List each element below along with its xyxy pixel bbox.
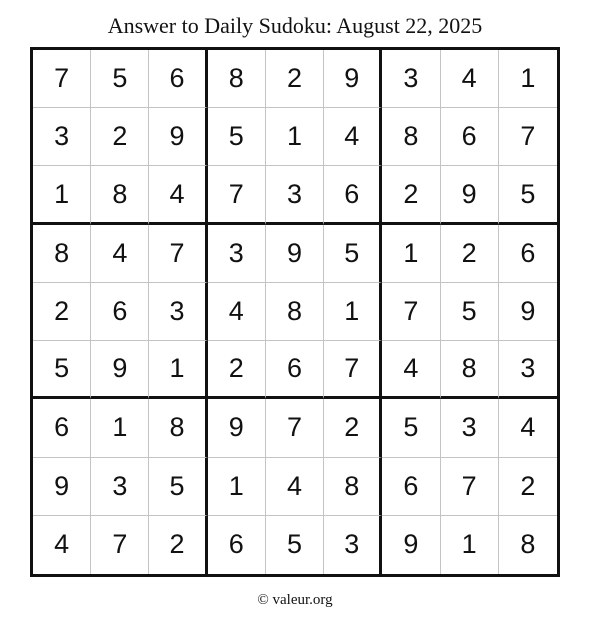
sudoku-cell-r3-c4: 7 (208, 166, 266, 224)
sudoku-cell-r7-c5: 7 (266, 399, 324, 457)
sudoku-cell-r4-c3: 7 (149, 225, 207, 283)
sudoku-cell-r8-c2: 3 (91, 458, 149, 516)
sudoku-cell-r2-c1: 3 (33, 108, 91, 166)
sudoku-cell-r8-c8: 7 (441, 458, 499, 516)
sudoku-cell-r5-c7: 7 (382, 283, 440, 341)
sudoku-cell-r7-c4: 9 (208, 399, 266, 457)
sudoku-cell-r3-c9: 5 (499, 166, 557, 224)
sudoku-cell-r7-c6: 2 (324, 399, 382, 457)
sudoku-cell-r6-c1: 5 (33, 341, 91, 399)
sudoku-cell-r8-c3: 5 (149, 458, 207, 516)
sudoku-cell-r4-c8: 2 (441, 225, 499, 283)
sudoku-cell-r2-c8: 6 (441, 108, 499, 166)
sudoku-cell-r8-c9: 2 (499, 458, 557, 516)
sudoku-cell-r9-c3: 2 (149, 516, 207, 574)
sudoku-cell-r6-c3: 1 (149, 341, 207, 399)
sudoku-cell-r7-c9: 4 (499, 399, 557, 457)
sudoku-cell-r2-c7: 8 (382, 108, 440, 166)
sudoku-cell-r3-c2: 8 (91, 166, 149, 224)
sudoku-cell-r2-c3: 9 (149, 108, 207, 166)
sudoku-cell-r8-c1: 9 (33, 458, 91, 516)
sudoku-cell-r7-c2: 1 (91, 399, 149, 457)
page-title: Answer to Daily Sudoku: August 22, 2025 (107, 13, 483, 38)
sudoku-cell-r1-c7: 3 (382, 50, 440, 108)
sudoku-cell-r5-c4: 4 (208, 283, 266, 341)
sudoku-cell-r2-c6: 4 (324, 108, 382, 166)
sudoku-cell-r4-c6: 5 (324, 225, 382, 283)
sudoku-cell-r3-c5: 3 (266, 166, 324, 224)
sudoku-cell-r6-c9: 3 (499, 341, 557, 399)
sudoku-cell-r1-c3: 6 (149, 50, 207, 108)
sudoku-cell-r9-c6: 3 (324, 516, 382, 574)
sudoku-cell-r9-c8: 1 (441, 516, 499, 574)
sudoku-cell-r6-c2: 9 (91, 341, 149, 399)
sudoku-cell-r1-c8: 4 (441, 50, 499, 108)
sudoku-cell-r7-c1: 6 (33, 399, 91, 457)
sudoku-cell-r9-c7: 9 (382, 516, 440, 574)
sudoku-cell-r5-c6: 1 (324, 283, 382, 341)
sudoku-cell-r4-c7: 1 (382, 225, 440, 283)
sudoku-cell-r3-c3: 4 (149, 166, 207, 224)
sudoku-cell-r7-c8: 3 (441, 399, 499, 457)
sudoku-cell-r5-c3: 3 (149, 283, 207, 341)
sudoku-cell-r6-c7: 4 (382, 341, 440, 399)
sudoku-cell-r2-c9: 7 (499, 108, 557, 166)
sudoku-cell-r6-c4: 2 (208, 341, 266, 399)
sudoku-cell-r6-c8: 8 (441, 341, 499, 399)
sudoku-cell-r9-c2: 7 (91, 516, 149, 574)
sudoku-cell-r8-c7: 6 (382, 458, 440, 516)
sudoku-cell-r9-c4: 6 (208, 516, 266, 574)
sudoku-cell-r3-c7: 2 (382, 166, 440, 224)
sudoku-cell-r5-c2: 6 (91, 283, 149, 341)
sudoku-cell-r9-c5: 5 (266, 516, 324, 574)
sudoku-cell-r6-c5: 6 (266, 341, 324, 399)
sudoku-cell-r5-c9: 9 (499, 283, 557, 341)
sudoku-cell-r3-c6: 6 (324, 166, 382, 224)
sudoku-cell-r4-c9: 6 (499, 225, 557, 283)
sudoku-cell-r2-c5: 1 (266, 108, 324, 166)
sudoku-cell-r1-c4: 8 (208, 50, 266, 108)
sudoku-cell-r7-c3: 8 (149, 399, 207, 457)
sudoku-cell-r4-c4: 3 (208, 225, 266, 283)
sudoku-cell-r5-c5: 8 (266, 283, 324, 341)
sudoku-board (30, 47, 560, 577)
sudoku-cell-r9-c1: 4 (33, 516, 91, 574)
copyright-footer: © valeur.org (257, 592, 333, 608)
sudoku-cell-r7-c7: 5 (382, 399, 440, 457)
sudoku-cell-r4-c5: 9 (266, 225, 324, 283)
sudoku-cell-r1-c1: 7 (33, 50, 91, 108)
sudoku-cell-r3-c8: 9 (441, 166, 499, 224)
sudoku-cell-r6-c6: 7 (324, 341, 382, 399)
sudoku-cell-r3-c1: 1 (33, 166, 91, 224)
sudoku-cell-r1-c5: 2 (266, 50, 324, 108)
sudoku-cell-r8-c6: 8 (324, 458, 382, 516)
sudoku-cell-r2-c2: 2 (91, 108, 149, 166)
sudoku-cell-r1-c6: 9 (324, 50, 382, 108)
sudoku-cell-r8-c5: 4 (266, 458, 324, 516)
sudoku-cell-r1-c9: 1 (499, 50, 557, 108)
sudoku-cell-r4-c2: 4 (91, 225, 149, 283)
sudoku-cell-r4-c1: 8 (33, 225, 91, 283)
sudoku-cell-r1-c2: 5 (91, 50, 149, 108)
sudoku-cell-r2-c4: 5 (208, 108, 266, 166)
sudoku-cell-r9-c9: 8 (520, 529, 536, 560)
sudoku-cell-r8-c4: 1 (208, 458, 266, 516)
sudoku-cell-r5-c1: 2 (33, 283, 91, 341)
sudoku-cell-r5-c8: 5 (441, 283, 499, 341)
